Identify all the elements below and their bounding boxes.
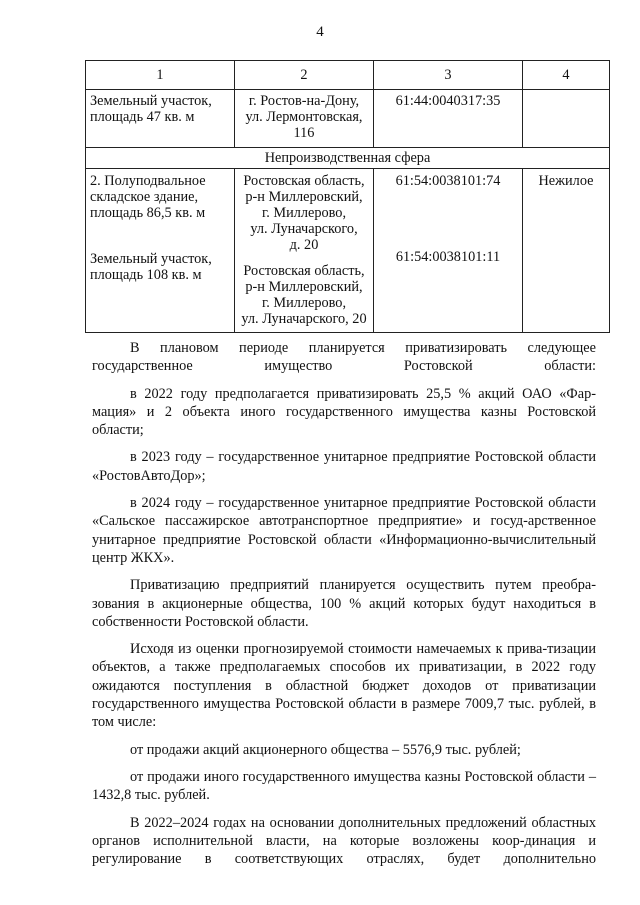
table-header-row: [86, 61, 610, 90]
address-line: г. Миллерово,: [261, 295, 347, 311]
object-name-cell: [86, 90, 235, 148]
header-cell-3: 3: [374, 61, 523, 90]
purpose-cell: Нежилое: [523, 169, 610, 333]
address-line: Ростовская область,: [243, 173, 365, 189]
table-row: [86, 90, 610, 148]
address-line: 116: [293, 125, 315, 141]
address-line: ул. Луначарского,: [250, 221, 358, 237]
page-number: 4: [316, 24, 324, 40]
address-cell: [235, 90, 374, 148]
address-line: Ростовская область,: [243, 263, 365, 279]
paragraph: В 2022–2024 годах на основании дополнительных предложений областных органов исполнительной власти, на которые возложены коор-динация и регулирование в соответствующих отраслях, будет дополнительно: [92, 814, 596, 868]
header-cell-1: 1: [86, 61, 235, 90]
table-row: [86, 169, 610, 333]
header-cell-2: 2: [235, 61, 374, 90]
address-cell: [235, 169, 374, 333]
address-line: д. 20: [289, 237, 319, 253]
paragraph: в 2024 году – государственное унитарное предприятие Ростовской области «Сальское пассажирское автотранспортное предприятие» и госуд-арственное унитарное предприятие Ростовской области «Информационно-вычислительный центр ЖКХ».: [92, 495, 596, 566]
cadastral-number: 61:54:0038101:11: [395, 249, 501, 265]
paragraph: от продажи акций акционерного общества – 5576,9 тыс. рублей;: [130, 741, 521, 758]
paragraph: Исходя из оценки прогнозируемой стоимости намечаемых к прива-тизации объектов, а также предполагаемых способов их приватизации, в 2022 году ожидаются поступления в областной бюджет доходов от приватизации государственного имущества Ростовской области в размере 7009,7 тыс. рублей, в том числе:: [92, 641, 596, 731]
address-line: р-н Миллеровский,: [245, 279, 363, 295]
object-name-line: складское здание,: [90, 189, 199, 205]
paragraph: от продажи иного государственного имущества казны Ростовской области – 1432,8 тыс. рублей.: [92, 768, 596, 804]
object-name-line: Земельный участок,: [90, 93, 212, 109]
object-name-line: площадь 108 кв. м: [90, 267, 202, 283]
paragraph: в 2023 году – государственное унитарное предприятие Ростовской области «РостовАвтоДор»;: [92, 449, 596, 484]
paragraph: в 2022 году предполагается приватизировать 25,5 % акций ОАО «Фар-мация» и 2 объекта иного государственного имущества казны Ростовской области;: [92, 385, 596, 439]
object-name-line: площадь 86,5 кв. м: [90, 205, 206, 221]
paragraph: Приватизацию предприятий планируется осуществить путем преобра-зования в акционерные общества, 100 % акций которых будут находиться в собственности Ростовской области.: [92, 577, 596, 630]
purpose-cell: [523, 90, 610, 148]
object-name-line: 2. Полуподвальное: [90, 173, 206, 189]
cadastral-number: 61:54:0038101:74: [395, 173, 501, 189]
address-line: г. Миллерово,: [261, 205, 347, 221]
cadastral-number-cell: 61:44:0040317:35: [374, 90, 523, 148]
address-line: ул. Луначарского, 20: [241, 311, 367, 327]
section-title: Непроизводственная сфера: [86, 148, 610, 169]
object-name-line: площадь 47 кв. м: [90, 109, 195, 125]
address-line: р-н Миллеровский,: [245, 189, 363, 205]
address-line: г. Ростов-на-Дону,: [248, 93, 360, 109]
body-text: [92, 339, 596, 877]
property-table: [85, 60, 610, 333]
cadastral-number-cell: [374, 169, 523, 333]
object-name-line: Земельный участок,: [90, 251, 212, 267]
section-row: [86, 148, 610, 169]
paragraph: В плановом периоде планируется приватизировать следующее государственное имущество Ростовской области:: [92, 340, 596, 375]
object-name-cell: [86, 169, 235, 333]
address-line: ул. Лермонтовская,: [245, 109, 363, 125]
header-cell-4: 4: [523, 61, 610, 90]
